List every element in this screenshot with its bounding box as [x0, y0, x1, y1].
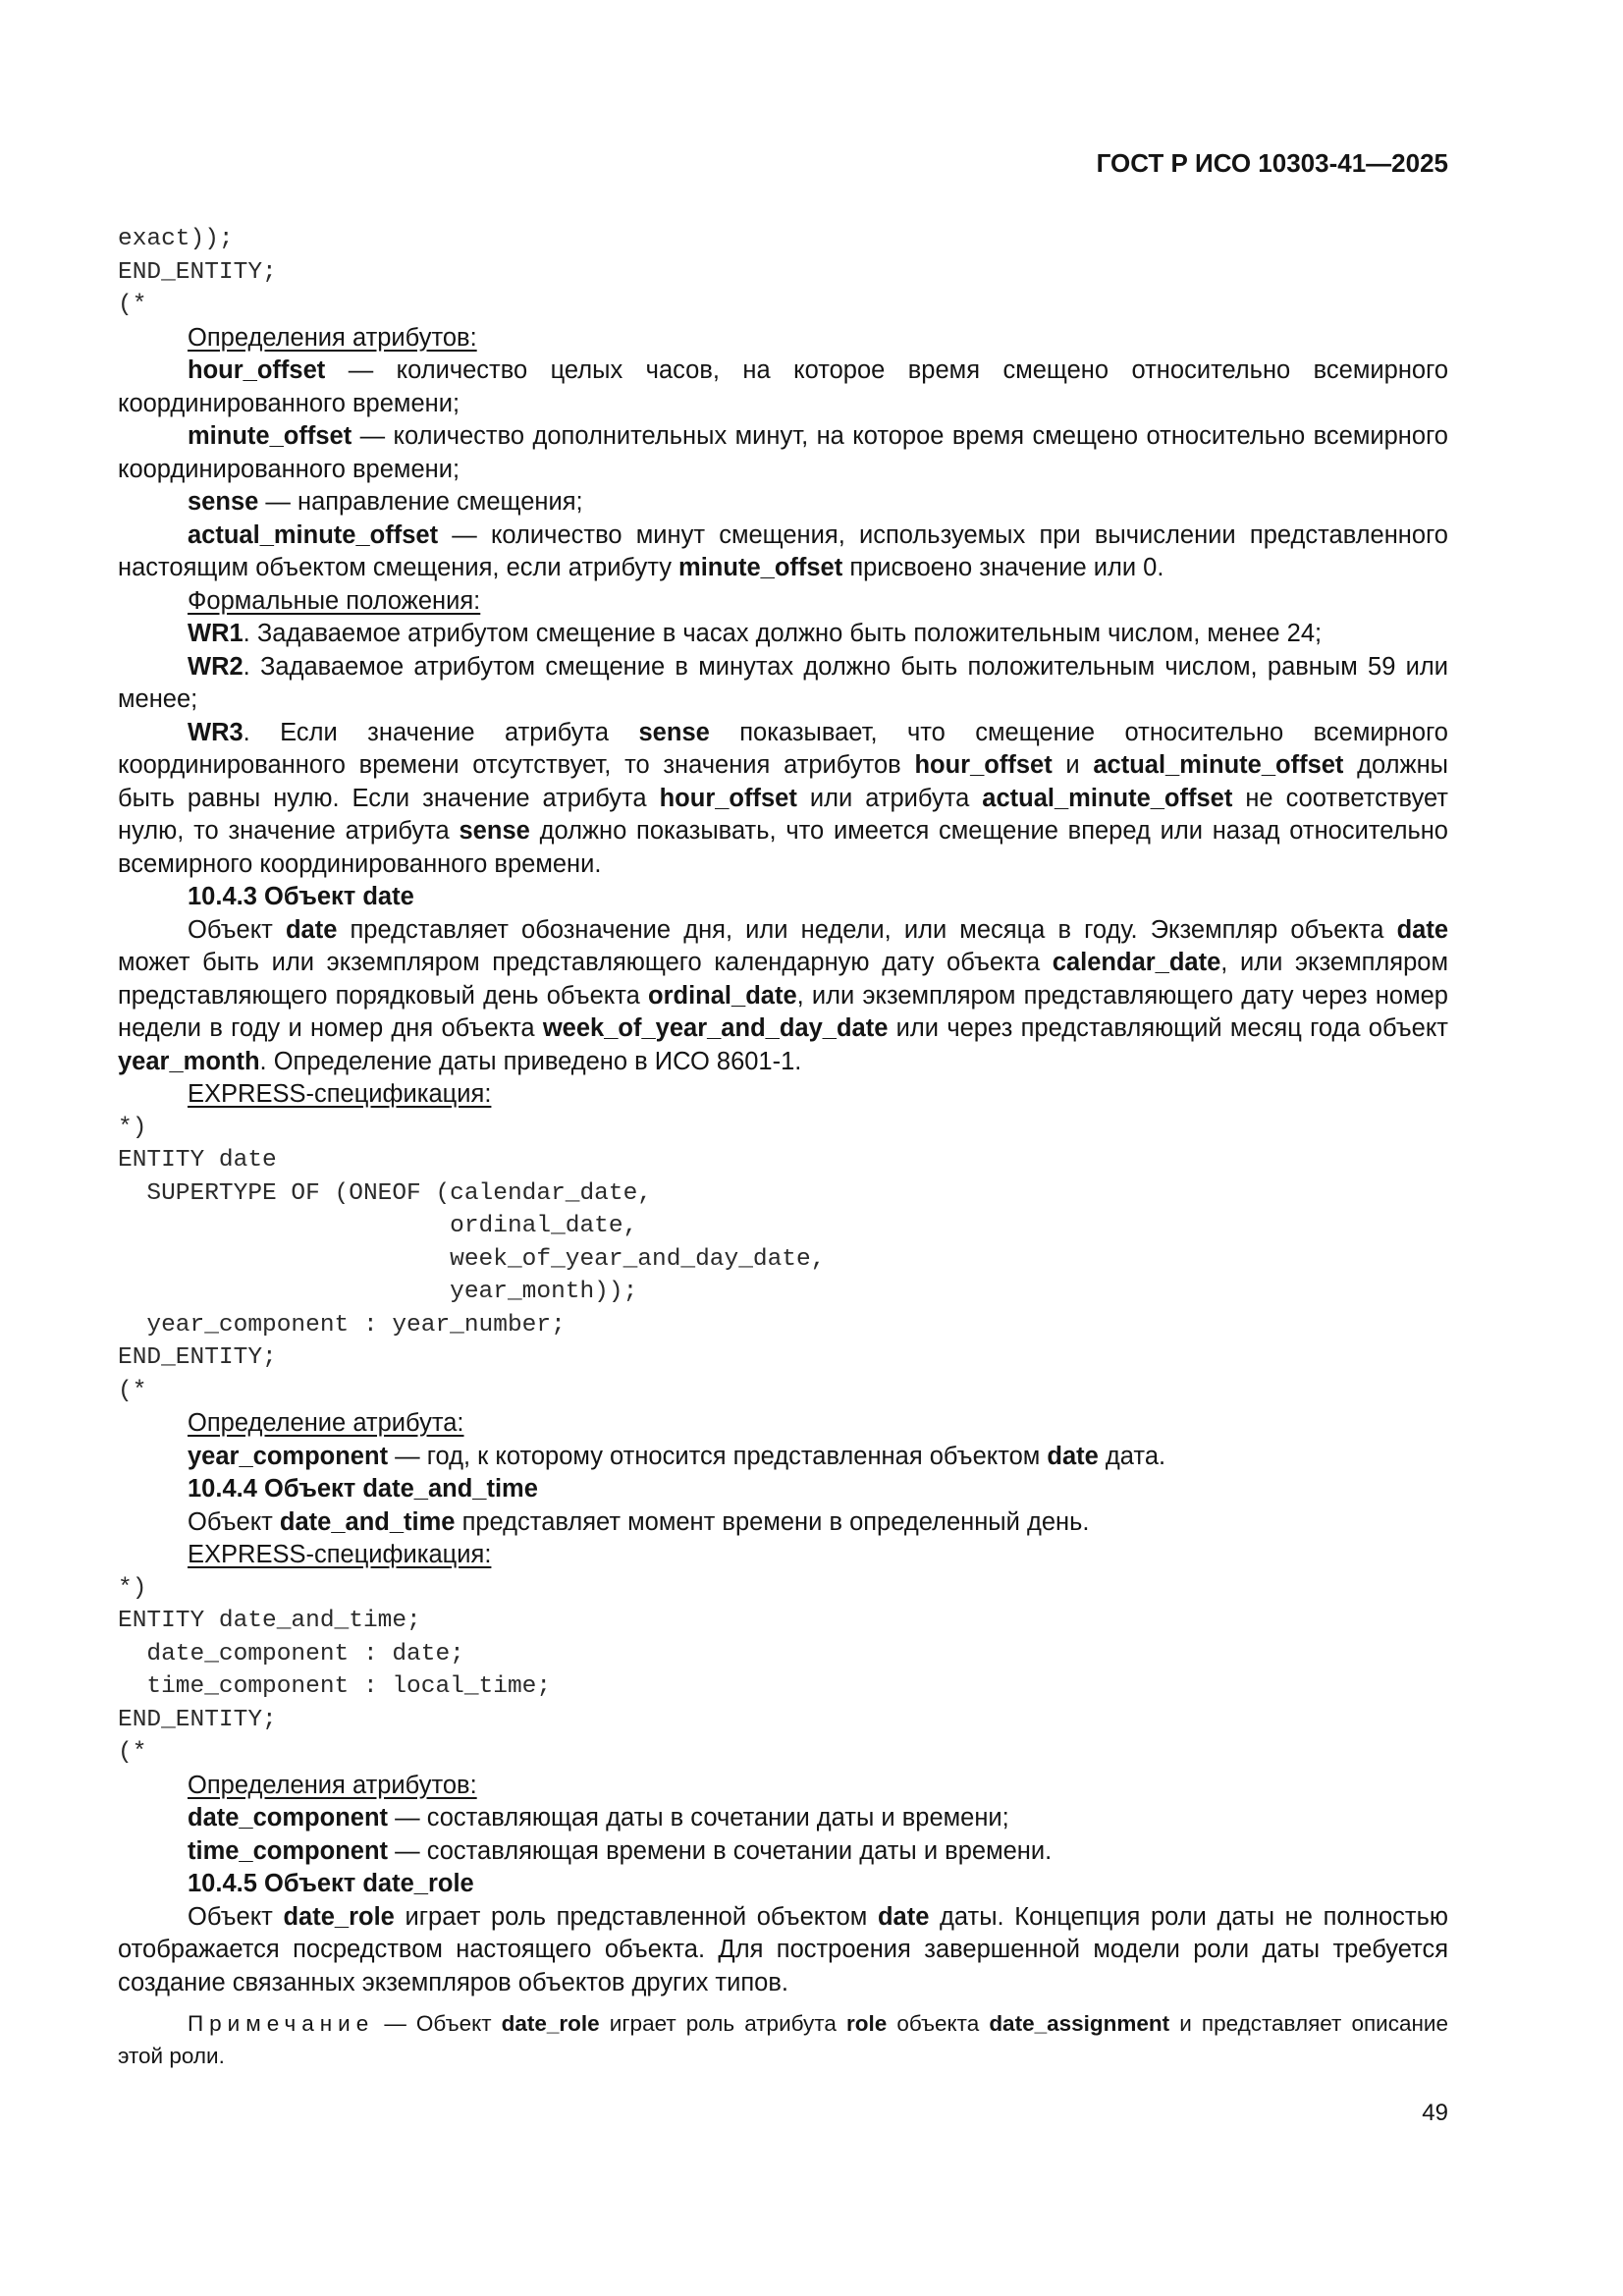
term: year_month — [118, 1047, 260, 1075]
rule-label: WR1 — [188, 620, 243, 647]
rule-text: . Задаваемое атрибутом смещение в минутах должно быть положительным числом, равным 59 или менее; — [118, 652, 1448, 713]
term: minute_offset — [188, 422, 352, 450]
term: date — [1396, 915, 1448, 944]
note-label: Примечание — [188, 2011, 375, 2036]
term: ordinal_date — [648, 981, 797, 1010]
code-block-entity-date: *) ENTITY date SUPERTYPE OF (ONEOF (calendar_date, ordinal_date, week_of_year_and_day_date, year_month)); year_component : year_number; END_ENTITY; (* — [118, 1114, 826, 1404]
para-text: играет роль представленной объектом — [394, 1902, 878, 1931]
page-number: 49 — [1422, 2100, 1448, 2126]
note-text: объекта — [887, 2011, 990, 2036]
term: role — [845, 2011, 888, 2036]
rule-text: . Если значение атрибута — [243, 718, 639, 746]
def-date-component — [118, 1802, 1448, 1835]
def-time-component — [118, 1835, 1448, 1869]
rule-label: WR3 — [188, 718, 243, 746]
section-heading-10-4-5: 10.4.5 Объект date_role — [188, 1870, 474, 1897]
term: minute_offset — [678, 554, 843, 581]
para-text: Объект — [188, 1507, 280, 1536]
term: hour_offset — [188, 356, 326, 384]
formal-label: Формальные положения: — [188, 586, 481, 615]
term: actual_minute_offset — [1093, 751, 1344, 779]
para-text: , или экземпляром представляющего порядковый день объекта — [118, 949, 1448, 1010]
term: hour_offset — [914, 751, 1053, 779]
note-text: — Объект — [374, 2011, 502, 2036]
rule-text: показывает, что смещение относительно всемирного координированного времени отсутствует, то значения атрибутов — [118, 718, 1448, 779]
note-paragraph — [118, 2007, 1448, 2072]
rule-text: . Задаваемое атрибутом смещение в часах должно быть положительным числом, менее 24; — [243, 620, 1323, 647]
term: sense — [188, 488, 259, 516]
code-block-end-entity: exact)); END_ENTITY; (* — [118, 226, 277, 318]
code-block-entity-date-and-time: *) ENTITY date_and_time; date_component : date; time_component : local_time; END_ENTITY; (* — [118, 1574, 552, 1766]
para-text: может быть или экземпляром представляющего календарную дату объекта — [118, 949, 1053, 976]
attr-defs-label: Определения атрибутов: — [188, 323, 477, 352]
term: sense — [459, 817, 530, 845]
term: date — [1047, 1442, 1099, 1470]
def-actual-minute-offset — [118, 519, 1448, 585]
section-10-4-3-paragraph — [118, 914, 1448, 1079]
note-text: играет роль атрибута — [599, 2011, 846, 2036]
rule-wr2 — [118, 651, 1448, 717]
term: calendar_date — [1052, 949, 1221, 976]
para-text: Объект — [188, 915, 286, 944]
document-header: ГОСТ Р ИСО 10303-41—2025 — [1096, 148, 1448, 178]
term: year_component — [188, 1442, 389, 1470]
para-text: . Определение даты приведено в ИСО 8601-1. — [259, 1047, 802, 1075]
para-text: представляет момент времени в определенный день. — [455, 1507, 1090, 1536]
rule-text: должно показывать, что имеется смещение вперед или назад относительно всемирного координированного времени. — [118, 817, 1448, 878]
def-text: — составляющая времени в сочетании даты и времени. — [388, 1836, 1053, 1865]
para-text: , или экземпляром представляющего дату через номер недели в году и номер дня объекта — [118, 981, 1448, 1042]
term: actual_minute_offset — [188, 520, 439, 549]
rule-wr3 — [118, 717, 1448, 882]
note-text: и представляет описание этой роли. — [118, 2011, 1448, 2068]
express-label: EXPRESS-спецификация: — [188, 1541, 492, 1568]
attr-label: Определение атрибута: — [188, 1409, 464, 1437]
term: hour_offset — [659, 784, 797, 812]
para-text: или через представляющий месяц года объект — [888, 1014, 1448, 1042]
term: date_role — [501, 2011, 600, 2036]
rule-label: WR2 — [188, 652, 243, 681]
rule-text: должны быть равны нулю. Если значение атрибута — [118, 751, 1448, 812]
term: date — [285, 915, 338, 944]
term: time_component — [188, 1836, 389, 1865]
def-text: присвоено значение или 0. — [842, 554, 1164, 581]
def-year-component — [118, 1441, 1448, 1474]
section-heading-10-4-4: 10.4.4 Объект date_and_time — [188, 1475, 538, 1503]
def-text: — количество минут смещения, используемых при вычислении представленного настоящим объектом смещения, если атрибуту — [118, 520, 1448, 581]
para-text: Объект — [188, 1902, 284, 1931]
def-text: — количество дополнительных минут, на которое время смещено относительно всемирного координированного времени; — [118, 422, 1448, 483]
para-text: даты. Концепция роли даты не полностью отображается посредством настоящего объекта. Для построения завершенной модели роли даты требуется создание связанных экземпляров объектов других типов. — [118, 1902, 1448, 1996]
term: date — [877, 1902, 930, 1931]
express-label: EXPRESS-спецификация: — [188, 1080, 492, 1108]
def-hour-offset — [118, 355, 1448, 420]
section-10-4-5-paragraph — [118, 1901, 1448, 2000]
term: sense — [638, 718, 710, 746]
term: actual_minute_offset — [982, 784, 1233, 812]
page-content — [118, 223, 1448, 2072]
term: date_assignment — [989, 2011, 1170, 2036]
def-text: — количество целых часов, на которое время смещено относительно всемирного координированного времени; — [118, 356, 1448, 417]
def-minute-offset — [118, 420, 1448, 486]
attr-defs-label: Определения атрибутов: — [188, 1771, 477, 1799]
def-text: дата. — [1098, 1442, 1166, 1470]
def-sense — [118, 486, 1448, 519]
term: date_component — [188, 1804, 389, 1831]
rule-text: и — [1052, 751, 1094, 779]
rule-wr1 — [118, 618, 1448, 651]
rule-text: или атрибута — [796, 784, 983, 812]
def-text: — составляющая даты в сочетании даты и времени; — [388, 1804, 1009, 1831]
para-text: представляет обозначение дня, или недели, или месяца в году. Экземпляр объекта — [337, 915, 1397, 944]
section-10-4-4-paragraph — [118, 1506, 1448, 1540]
section-heading-10-4-3: 10.4.3 Объект date — [188, 883, 414, 910]
term: date_role — [283, 1902, 395, 1931]
term: date_and_time — [279, 1507, 456, 1536]
term: week_of_year_and_day_date — [542, 1014, 889, 1042]
rule-text: не соответствует нулю, то значение атрибута — [118, 784, 1448, 845]
def-text: — год, к которому относится представленная объектом — [388, 1442, 1048, 1470]
def-text: — направление смещения; — [258, 488, 583, 516]
